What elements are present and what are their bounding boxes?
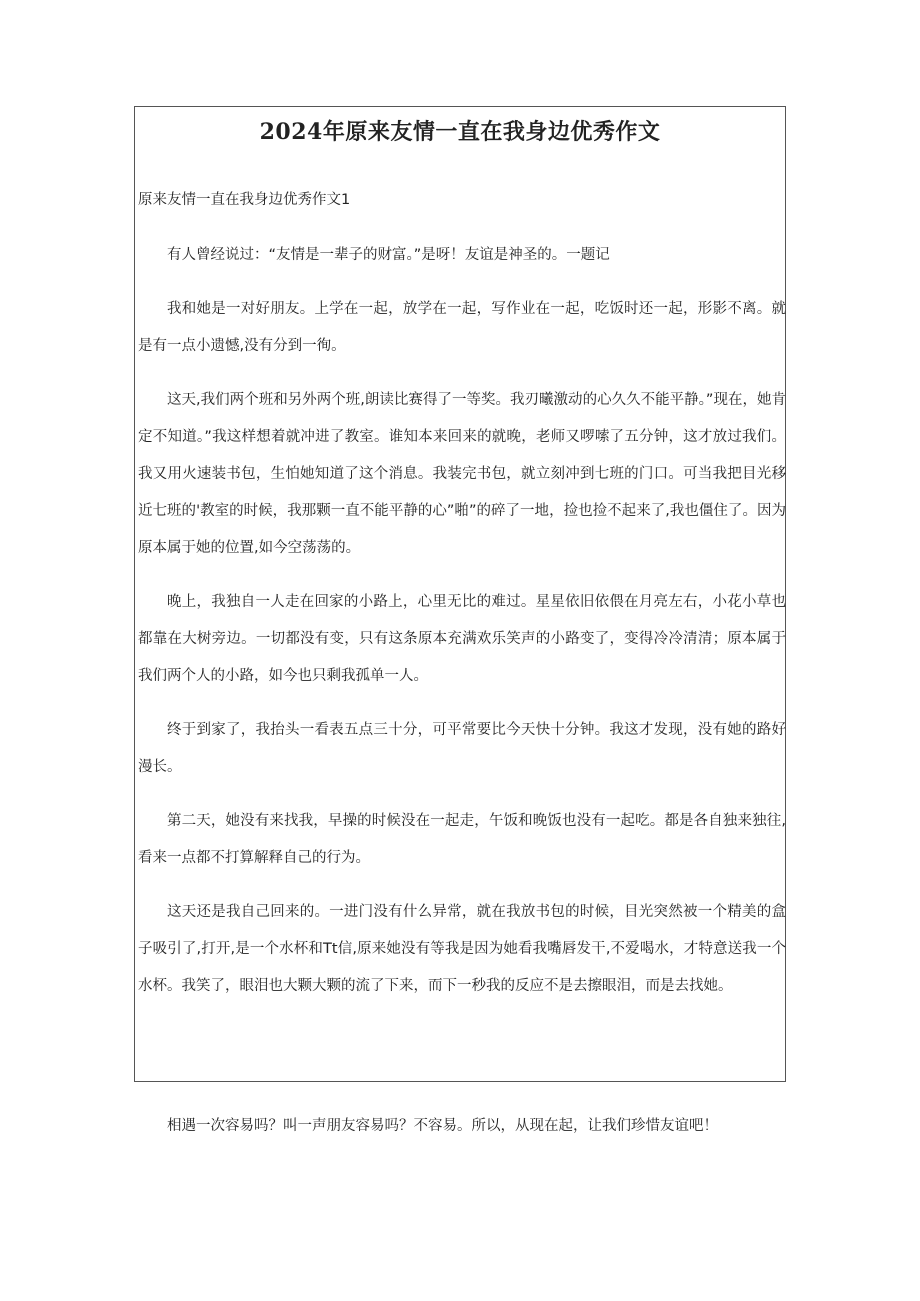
paragraph: 终于到家了，我抬头一看表五点三十分，可平常要比今天快十分钟。我这才发现，没有她的路好漫长。 [138,722,786,775]
page-title: 2024年原来友情一直在我身边优秀作文 [259,119,661,145]
essay-body [138,237,786,1022]
paragraph: 晚上，我独自一人走在回家的小路上，心里无比的难过。星星依旧依偎在月亮左右，小花小草也都靠在大树旁边。一切都没有变，只有这条原本充满欢乐笑声的小路变了，变得冷冷清清；原本属于我们两个人的小路，如今也只剩我孤单一人。 [138,594,786,684]
closing-paragraph: 相遇一次容易吗？叫一声朋友容易吗？不容易。所以，从现在起，让我们珍惜友谊吧！ [167,1118,718,1134]
essay-subtitle: 原来友情一直在我身边优秀作文1 [138,192,351,208]
paragraph: 我和她是一对好朋友。上学在一起，放学在一起，写作业在一起，吃饭时还一起，形影不离。就是有一点小遗憾,没有分到一徇。 [138,301,786,354]
paragraph: 这天还是我自己回来的。一进门没有什么异常，就在我放书包的时候，目光突然被一个精美的盒子吸引了,打开,是一个水杯和Tt信,原来她没有等我是因为她看我嘴唇发干,不爱喝水，才特意送我一个水杯。我笑了，眼泪也大颗大颗的流了下来，而下一秒我的反应不是去擦眼泪，而是去找她。 [138,904,786,994]
paragraph: 这天,我们两个班和另外两个班,朗读比赛得了一等奖。我刃曦激动的心久久不能平静。”现在，她肯定不知道。”我这样想着就冲进了教室。谁知本来回来的就晚，老师又啰嗦了五分钟，这才放过我们。我又用火速装书包，生怕她知道了这个消息。我装完书包，就立刻冲到七班的门口。可当我把目光移近七班的'教室的时候，我那颗一直不能平静的心”啪”的碎了一地，捡也捡不起来了,我也僵住了。因为原本属于她的位置,如今空荡荡的。 [138,392,786,556]
paragraph: 第二天，她没有来找我，早操的时候没在一起走，午饭和晚饭也没有一起吃。都是各自独来独往,看来一点都不打算解释自己的行为。 [138,813,786,866]
paragraph: 有人曾经说过：“友情是一辈子的财富。”是呀！友谊是神圣的。一题记 [167,247,610,263]
